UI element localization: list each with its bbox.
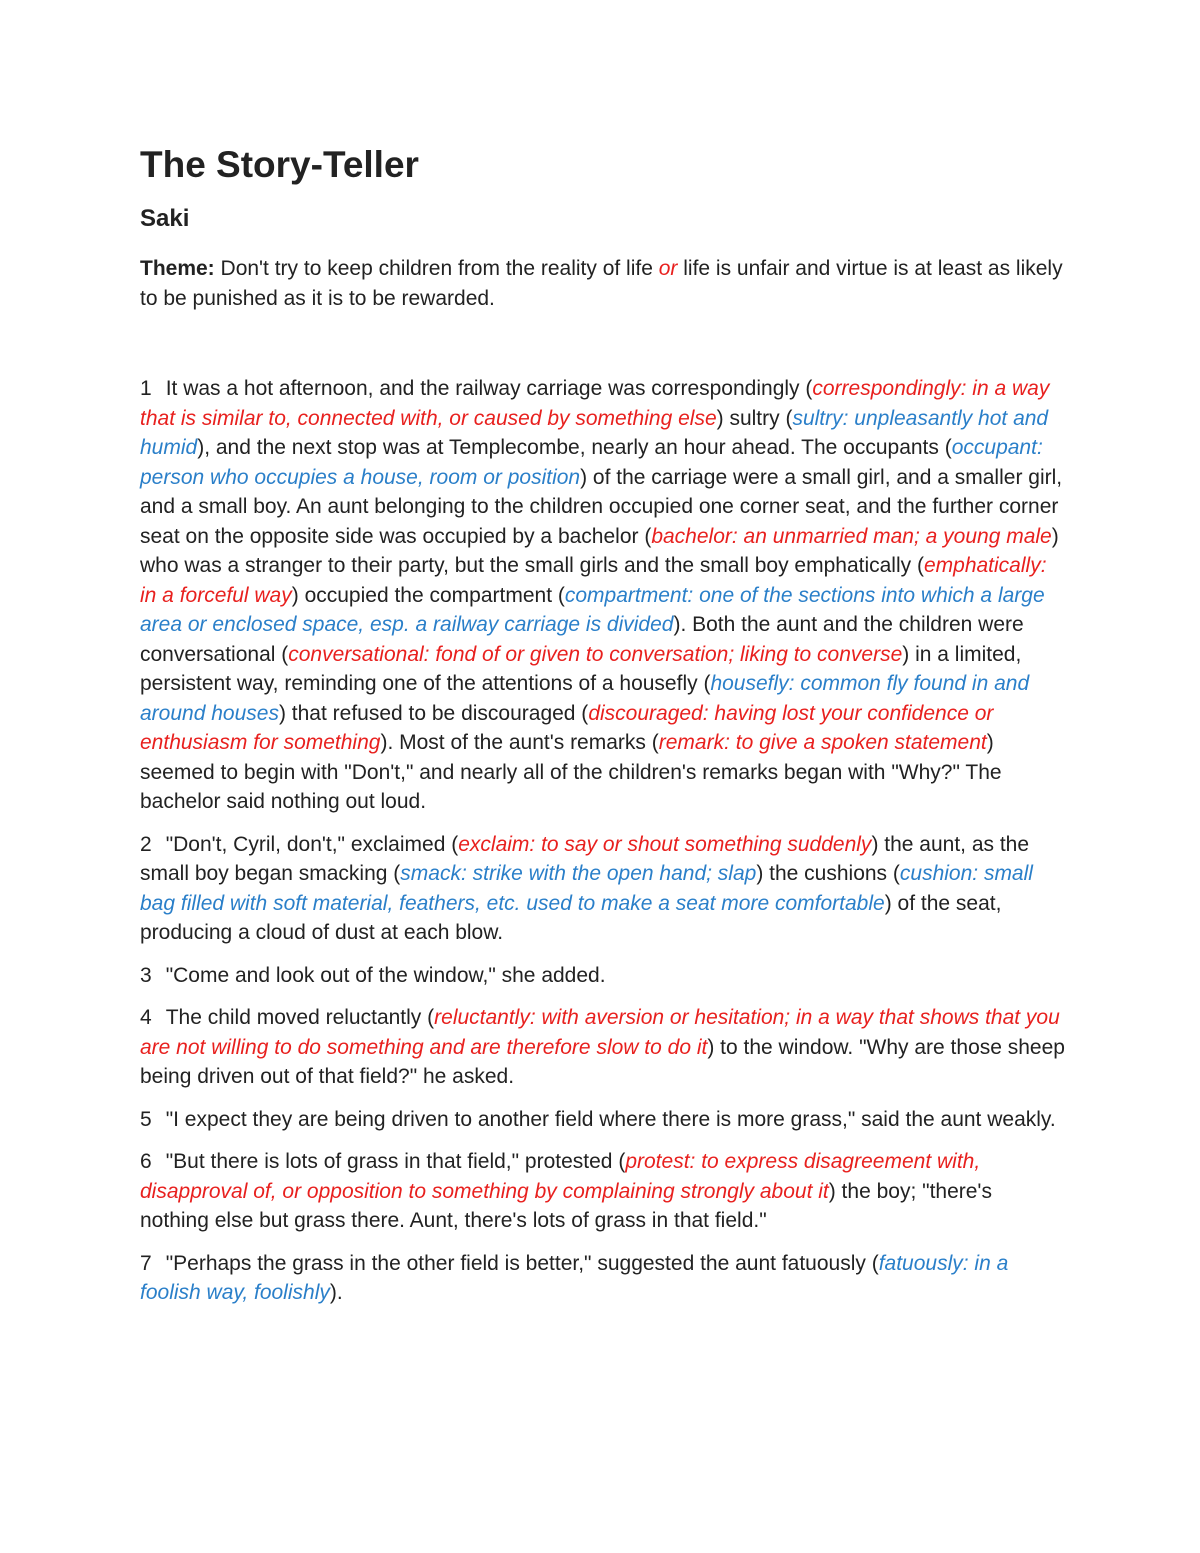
paragraph-text: ) who was a stranger to their party, but the small girls and the small boy emphatically ( (140, 524, 1059, 577)
gloss-definition-red: discouraged: having lost your confidence or enthusiasm for something (140, 701, 994, 754)
story-paragraph (140, 961, 1065, 991)
document-body (140, 140, 1065, 1321)
paragraph-number: 1 (140, 377, 152, 400)
paragraph-number: 5 (140, 1107, 152, 1131)
gloss-definition-blue: occupant: person who occupies a house, room or position (140, 436, 1043, 489)
paragraph-text: "But there is lots of grass in that field," protested ( (165, 1150, 626, 1173)
story-paragraph (140, 830, 1065, 948)
paragraph-number: 4 (140, 1006, 152, 1029)
paragraph-text: ) the cushions ( (756, 862, 900, 885)
paragraph-text: ), and the next stop was at Templecombe, nearly an hour ahead. The occupants ( (197, 436, 952, 459)
paragraph-text: "I expect they are being driven to another field where there is more grass," said the aunt weakly. (165, 1107, 1056, 1131)
paragraph-text: "Don't, Cyril, don't," exclaimed ( (165, 832, 459, 856)
story-paragraphs (140, 374, 1065, 1308)
paragraph-text: ) occupied the compartment ( (291, 583, 565, 607)
paragraph-text: The child moved reluctantly ( (165, 1006, 435, 1029)
gloss-definition-blue: smack: strike with the open hand; slap (400, 862, 757, 885)
gloss-definition-red: reluctantly: with aversion or hesitation; in a way that shows that you are not willing to do something and are therefore slow to do it (140, 1006, 1060, 1059)
paragraph-text: "Perhaps the grass in the other field is better," suggested the aunt fatuously ( (165, 1251, 879, 1275)
paragraph-text: ) that refused to be discouraged ( (278, 701, 589, 725)
gloss-definition-red: correspondingly: in a way that is similar to, connected with, or caused by something else (140, 377, 1050, 430)
paragraph-text: ). (329, 1281, 343, 1304)
document-title: The Story-Teller (140, 144, 419, 185)
paragraph-text: "Come and look out of the window," she added. (165, 963, 606, 987)
gloss-definition-red: emphatically: in a forceful way (140, 554, 1047, 607)
theme-or-word: or (658, 257, 678, 280)
paragraph-text: ) in a limited, persistent way, reminding one of the attentions of a housefly ( (140, 642, 1022, 695)
paragraph-text: ) sultry ( (716, 406, 793, 430)
paragraph-number: 7 (140, 1251, 152, 1275)
paragraph-text: ) to the window. "Why are those sheep being driven out of that field?" he asked. (140, 1035, 1065, 1088)
theme-label: Theme: (140, 257, 215, 280)
paragraph-text: ) of the seat, producing a cloud of dust at each blow. (140, 891, 1002, 944)
gloss-definition-red: protest: to express disagreement with, disapproval of, or opposition to something by complaining strongly about it (140, 1150, 981, 1203)
paragraph-text: ). Most of the aunt's remarks ( (380, 731, 659, 754)
paragraph-text: ). Both the aunt and the children were conversational ( (140, 613, 1024, 666)
story-paragraph (140, 1105, 1065, 1135)
paragraph-text: ) seemed to begin with "Don't," and nearly all of the children's remarks began with "Why?" The bachelor said nothing out loud. (140, 731, 1002, 813)
gloss-definition-blue: cushion: small bag filled with soft material, feathers, etc. used to make a seat more comfortable (140, 862, 1033, 915)
theme-text-b: life is unfair and virtue is at least as likely to be punished as it is to be rewarded. (140, 257, 1063, 310)
story-paragraph (140, 1147, 1065, 1236)
paragraph-text: ) the aunt, as the small boy began smacking ( (140, 832, 1030, 885)
theme-text-a: Don't try to keep children from the reality of life (214, 257, 659, 280)
theme-statement (140, 254, 1065, 313)
paragraph-text: ) the boy; "there's nothing else but grass there. Aunt, there's lots of grass in that field." (140, 1179, 992, 1232)
gloss-definition-red: bachelor: an unmarried man; a young male (651, 524, 1052, 548)
story-paragraph (140, 374, 1065, 817)
gloss-definition-blue: sultry: unpleasantly hot and humid (140, 406, 1049, 459)
document-author: Saki (140, 205, 190, 232)
gloss-definition-red: exclaim: to say or shout something suddenly (458, 832, 872, 856)
gloss-definition-red: remark: to give a spoken statement (658, 731, 987, 754)
gloss-definition-blue: compartment: one of the sections into which a large area or enclosed space, esp. a railway carriage is divided (140, 583, 1045, 636)
paragraph-number: 6 (140, 1150, 152, 1173)
gloss-definition-blue: fatuously: in a foolish way, foolishly (140, 1251, 1009, 1304)
gloss-definition-red: conversational: fond of or given to conversation; liking to converse (288, 642, 903, 666)
paragraph-text: It was a hot afternoon, and the railway carriage was correspondingly ( (165, 377, 813, 400)
paragraph-text: ) of the carriage were a small girl, and a smaller girl, and a small boy. An aunt belonging to the children occupied one corner seat, and the further corner seat on the opposite side was occupied by a bachelor ( (140, 465, 1063, 548)
story-paragraph (140, 1003, 1065, 1092)
story-paragraph (140, 1249, 1065, 1308)
paragraph-number: 2 (140, 832, 152, 856)
paragraph-number: 3 (140, 963, 152, 987)
gloss-definition-blue: housefly: common fly found in and around houses (140, 672, 1030, 725)
